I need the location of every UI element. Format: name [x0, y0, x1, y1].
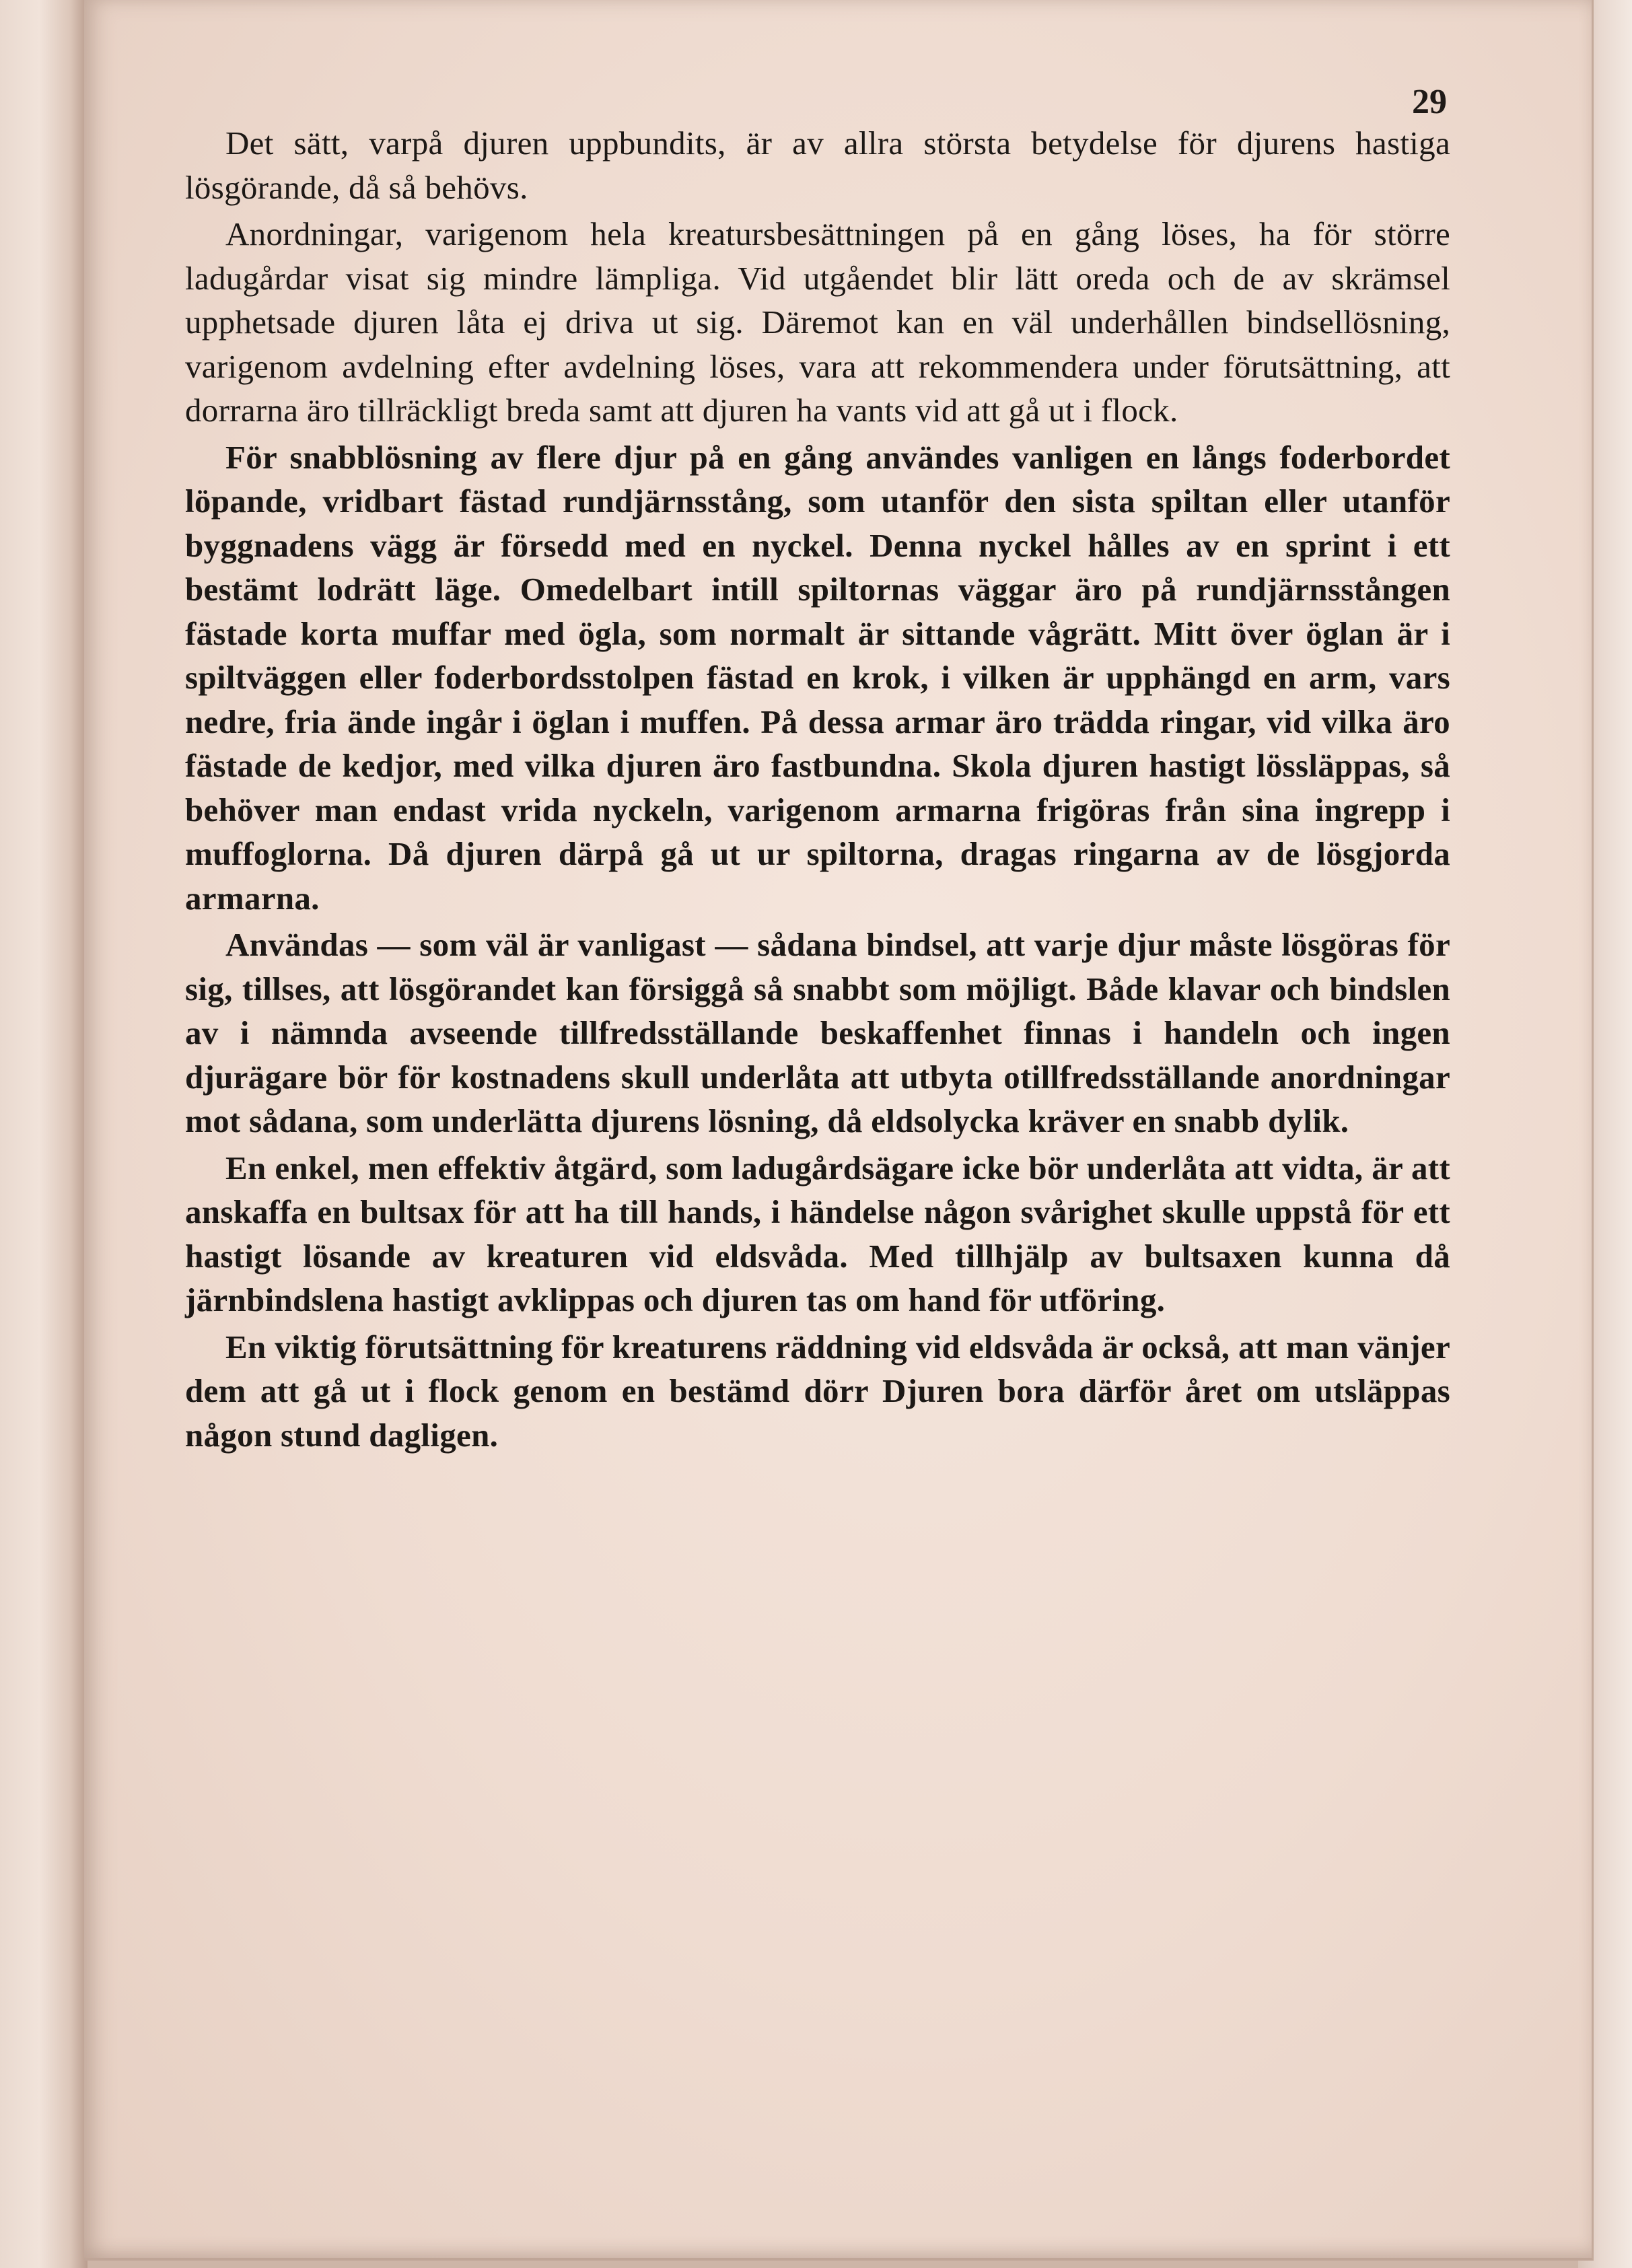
paragraph-6: En viktig förutsättning för kreaturens räddning vid eldsvåda är också, att man vänjer dem att gå ut i flock genom en bestämd dörr Djuren bora därför året om utsläppas någon stund dagligen. [185, 1328, 1450, 1454]
body-text [185, 121, 1450, 1460]
book-page [84, 0, 1594, 2261]
left-page-edge [0, 0, 87, 2268]
paragraph-3: För snabblösning av flere djur på en gång användes vanligen en långs foderbordet löpande, vridbart fästad rundjärnsstång, som utanför den sista spiltan eller utanför byggnadens vägg är försedd med en nyckel. Denna nyckel hålles av en sprint i ett bestämt lodrätt läge. Omedelbart intill spiltornas väggar äro på rundjärnsstången fästade korta muffar med ögla, som normalt är sittande vågrätt. Mitt över öglan är i spiltväggen eller foderbordsstolpen fästad en krok, i vilken är upphängd en arm, vars nedre, fria ände ingår i öglan i muffen. På dessa armar äro trädda ringar, vid vilka äro fästade de kedjor, med vilka djuren äro fastbundna. Skola djuren hastigt lössläppas, så behöver man endast vrida nyckeln, varigenom armarna frigöras från sina ingrepp i muffoglorna. Då djuren därpå gå ut ur spiltorna, dragas ringarna av de lösgjorda armarna. [185, 438, 1450, 917]
paragraph-5: En enkel, men effektiv åtgärd, som ladugårdsägare icke bör underlåta att vidta, är att anskaffa en bultsax för att ha till hands, i händelse någon svårighet skulle uppstå för ett hastigt lösande av kreaturen vid eldsvåda. Med tillhjälp av bultsaxen kunna då järnbindslena hastigt avklippas och djuren tas om hand för utföring. [185, 1149, 1450, 1318]
paragraph-4: Användas — som väl är vanligast — sådana bindsel, att varje djur måste lösgöras för sig, tillses, att lösgörandet kan försiggå så snabbt som möjligt. Både klavar och bindslen av i nämnda avseende tillfredsställande beskaffenhet finnas i handeln och ingen djurägare bör för kostnadens skull underlåta att utbyta otillfredsställande anordningar mot sådana, som underlätta djurens lösning, då eldsolycka kräver en snabb dylik. [185, 926, 1450, 1139]
paragraph-2: Anordningar, varigenom hela kreatursbesättningen på en gång löses, ha för större ladugårdar visat sig mindre lämpliga. Vid utgåendet blir lätt oreda och de av skrämsel upphetsade djuren låta ej driva ut sig. Däremot kan en väl underhållen bindsellösning, varigenom avdelning efter avdelning löses, vara att rekommendera under förutsättning, att dorrarna äro tillräckligt breda samt att djuren ha vants vid att gå ut i flock. [185, 215, 1450, 429]
page-number: 29 [1412, 83, 1447, 121]
paragraph-1: Det sätt, varpå djuren uppbundits, är av allra största betydelse för djurens hastiga lösgörande, då så behövs. [185, 125, 1450, 206]
